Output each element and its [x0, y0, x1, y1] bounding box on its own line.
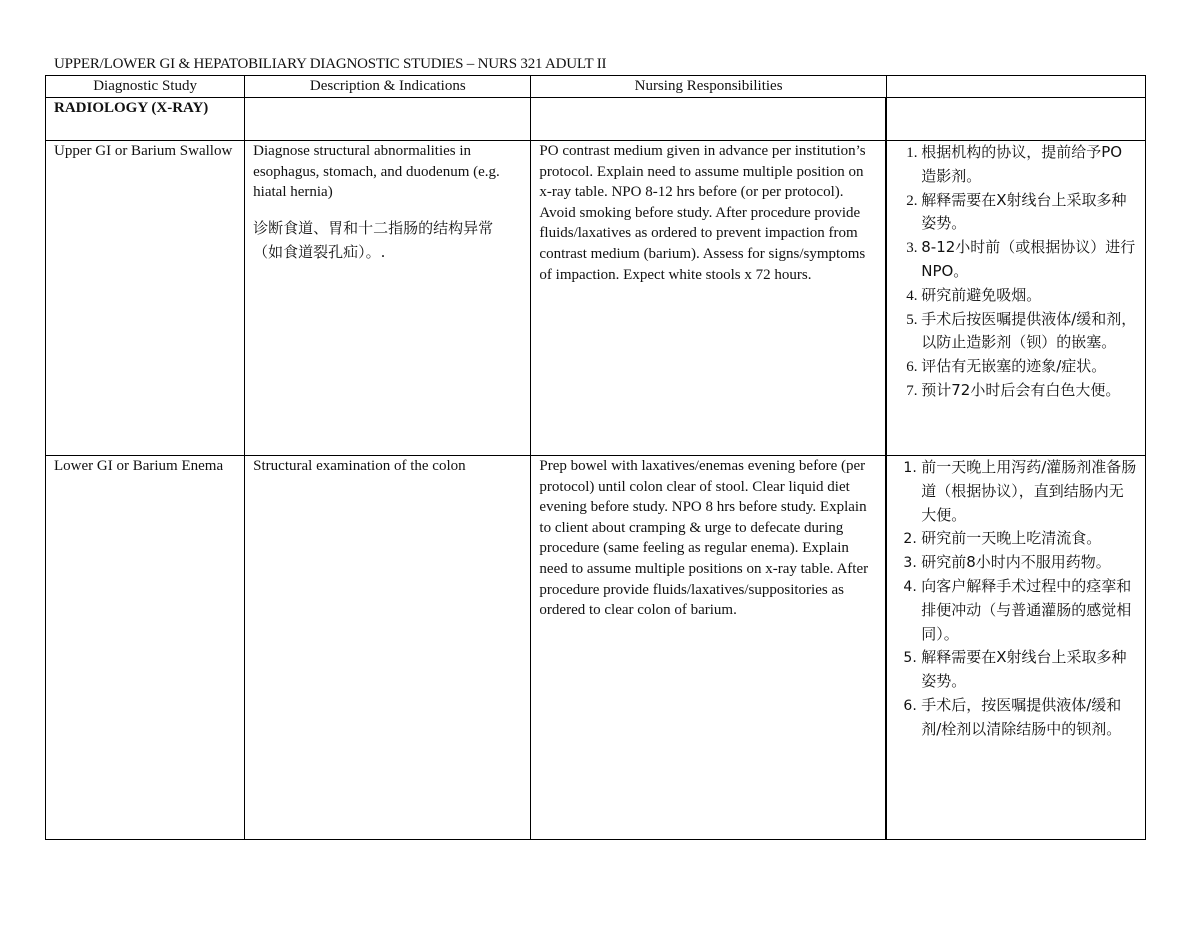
- section-row: [46, 98, 1146, 141]
- list-item: 7. 预计72小时后会有白色大便。: [921, 379, 1137, 403]
- responsibilities-text: Prep bowel with laxatives/enemas evening before (per protocol) until colon clear of stool. Clear liquid diet evening before study. NPO 8 hrs before study. Explain to client about cramping & urge to defecate during procedure (same feeling as regular enema). Explain need to assume multiple positions on x-ray table. After procedure provide fluids/laxatives/suppositories as ordered to clear colon of barium.: [531, 456, 886, 840]
- section-empty-cell: [245, 98, 531, 141]
- responsibilities-translation-cell: [886, 456, 1145, 840]
- responsibilities-translation-list: [895, 456, 1137, 742]
- list-item: 1. 根据机构的协议，提前给予PO造影剂。: [921, 141, 1137, 189]
- responsibilities-text: PO contrast medium given in advance per institution’s protocol. Explain need to assume multiple position on x-ray table. NPO 8-12 hrs before (or per protocol). Avoid smoking before study. After procedure provide fluids/laxatives as ordered to prevent impaction from contrast medium (barium). Assess for signs/symptoms of impaction. Expect white stools x 72 hours.: [531, 141, 886, 456]
- header-diagnostic-study: Diagnostic Study: [46, 76, 245, 98]
- section-empty-cell: [886, 98, 1145, 141]
- responsibilities-translation-list: [895, 141, 1137, 403]
- list-item: 4. 研究前避免吸烟。: [921, 284, 1137, 308]
- list-item: 3. 研究前8小时内不服用药物。: [921, 551, 1137, 575]
- document-title: UPPER/LOWER GI & HEPATOBILIARY DIAGNOSTIC STUDIES – NURS 321 ADULT II: [54, 56, 607, 72]
- list-item: 2. 研究前一天晚上吃清流食。: [921, 527, 1137, 551]
- header-translation: [886, 76, 1145, 98]
- description-translation: 诊断食道、胃和十二指肠的结构异常（如食道裂孔疝）。.: [253, 218, 494, 261]
- description-text: Diagnose structural abnormalities in esophagus, stomach, and duodenum (e.g. hiatal hernia): [253, 143, 500, 201]
- list-item: 4. 向客户解释手术过程中的痉挛和排便冲动（与普通灌肠的感觉相同）。: [921, 575, 1137, 646]
- list-item: 6. 评估有无嵌塞的迹象/症状。: [921, 355, 1137, 379]
- table-header-row: [46, 76, 1146, 98]
- list-item: 3. 8-12小时前（或根据协议）进行NPO。: [921, 236, 1137, 284]
- list-item: 5. 手术后按医嘱提供液体/缓和剂，以防止造影剂（钡）的嵌塞。: [921, 308, 1137, 356]
- section-label: RADIOLOGY (X-RAY): [46, 98, 245, 141]
- list-item: 1. 前一天晚上用泻药/灌肠剂准备肠道（根据协议），直到结肠内无大便。: [921, 456, 1137, 527]
- table-row: [46, 141, 1146, 456]
- study-name: Lower GI or Barium Enema: [46, 456, 245, 840]
- list-item: 5. 解释需要在X射线台上采取多种姿势。: [921, 646, 1137, 694]
- header-description: Description & Indications: [245, 76, 531, 98]
- list-item: 2. 解释需要在X射线台上采取多种姿势。: [921, 189, 1137, 237]
- header-nursing-responsibilities: Nursing Responsibilities: [531, 76, 886, 98]
- table-row: [46, 456, 1146, 840]
- list-item: 6. 手术后，按医嘱提供液体/缓和剂/栓剂以清除结肠中的钡剂。: [921, 694, 1137, 742]
- responsibilities-translation-cell: [886, 141, 1145, 456]
- diagnostic-studies-table: [45, 75, 1146, 840]
- description-text: Structural examination of the colon: [245, 456, 531, 840]
- study-name: Upper GI or Barium Swallow: [46, 141, 245, 456]
- section-empty-cell: [531, 98, 886, 141]
- description-cell: [245, 141, 531, 456]
